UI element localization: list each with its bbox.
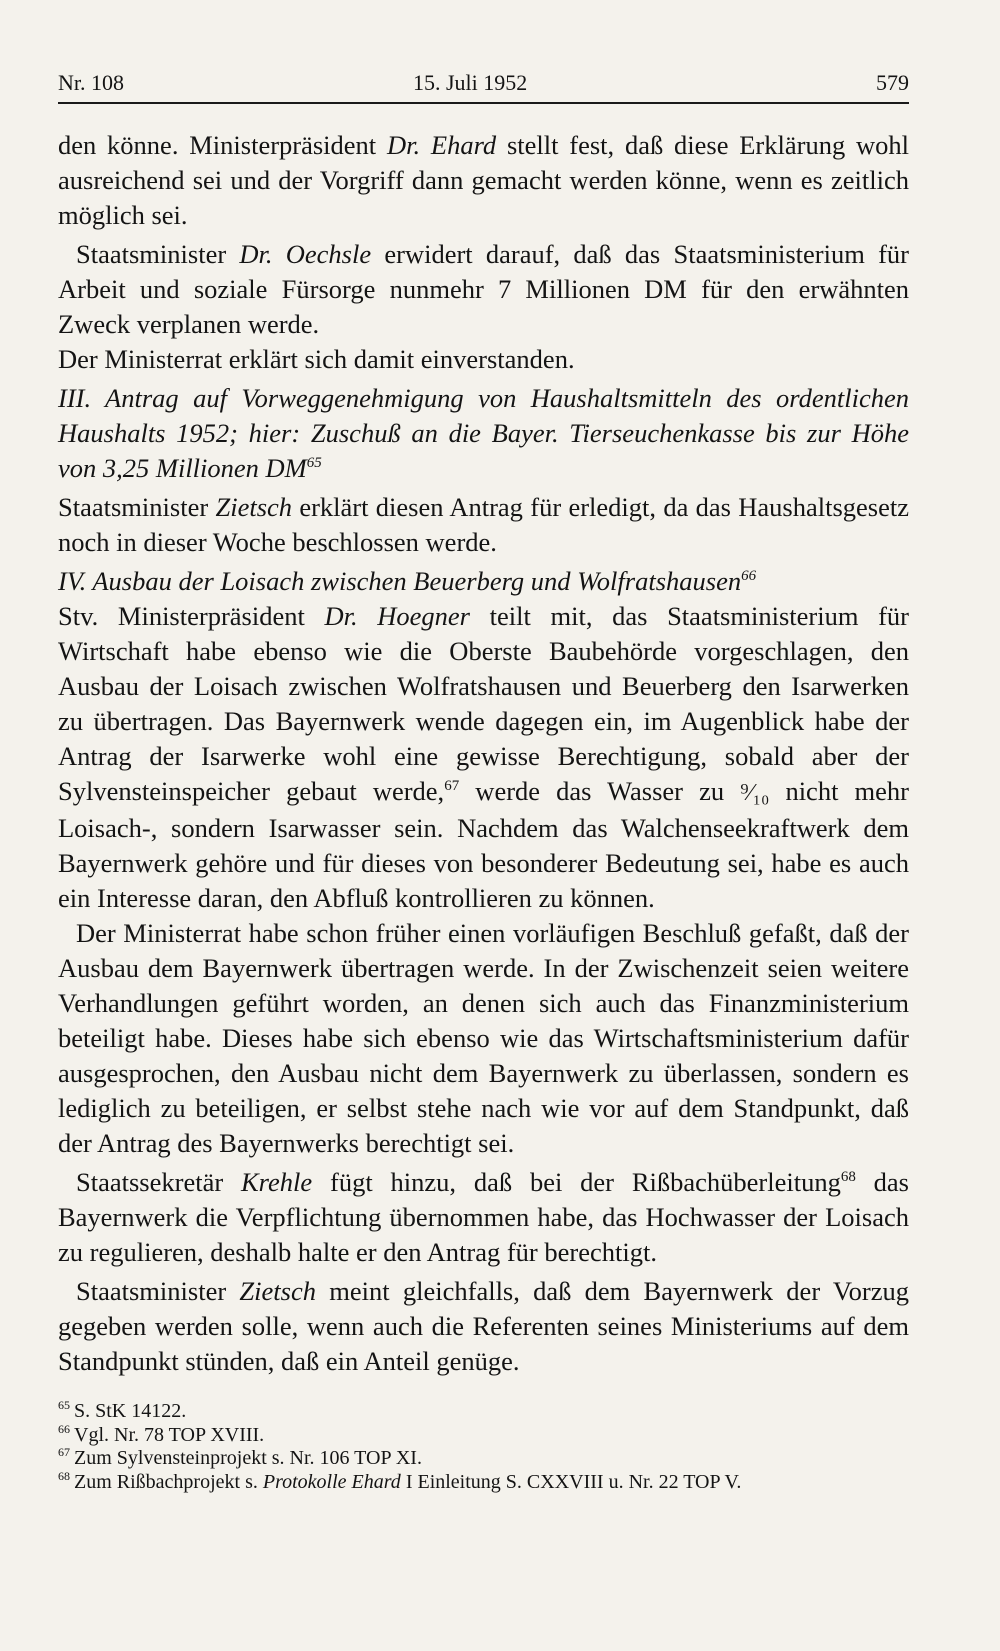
text-run: fügt hinzu, daß bei der Rißbachüberleitung <box>312 1167 841 1197</box>
footnote-text: Zum Sylvensteinprojekt s. Nr. 106 TOP XI. <box>74 1447 422 1469</box>
page-number: 579 <box>876 70 909 95</box>
cited-work: Protokolle Ehard <box>262 1470 401 1493</box>
footnote-number: 66 <box>58 1421 70 1436</box>
footnote-number: 68 <box>58 1468 70 1483</box>
text-run: erklärt diesen Antrag für erledigt, da das Haushaltsgesetz noch in dieser Woche beschlossen werde. <box>58 492 909 557</box>
footnote-ref[interactable]: 68 <box>840 1169 856 1186</box>
text-run: Stv. Ministerpräsident <box>58 601 325 631</box>
footnote-text: Zum Rißbachprojekt s. <box>74 1470 263 1493</box>
footnotes <box>58 1400 909 1494</box>
text-run: werde das Wasser zu <box>459 776 741 806</box>
document-number: Nr. 108 <box>58 70 124 95</box>
paragraph <box>58 1165 909 1270</box>
person-name: Krehle <box>241 1167 313 1197</box>
paragraph <box>58 128 909 233</box>
footnote-number: 65 <box>58 1398 70 1413</box>
person-name: Dr. Oechsle <box>239 239 372 269</box>
text-run: meint gleichfalls, daß dem Bayernwerk der Vorzug gegeben werden solle, wenn auch die Referenten seines Ministeriums auf dem Standpunkt stünden, daß ein Anteil genüge. <box>58 1276 909 1376</box>
text-run: nicht mehr Loisach-, sondern Isarwasser sein. Nachdem das Walchenseekraftwerk dem Bayernwerk gehöre und für dieses von besonderer Bedeutung sei, habe es auch ein Interesse daran, den Abfluß kontrollieren zu können. <box>58 776 909 913</box>
fraction: ⁹⁄₁₀ <box>740 780 770 806</box>
text-run: erwidert darauf, daß das Staatsministerium für Arbeit und soziale Fürsorge nunmehr 7 Millionen DM für den erwähnten Zweck verplanen werde. <box>58 239 909 339</box>
text-run: Staatsminister <box>76 1276 240 1306</box>
text-run: Der Ministerrat habe schon früher einen vorläufigen Beschluß gefaßt, daß der Ausbau dem Bayernwerk übertragen werde. In der Zwischenzeit seien weitere Verhandlungen geführt worden, an denen sich auch das Finanzministerium beteiligt habe. Dieses habe sich ebenso wie das Wirtschaftsministerium dafür ausgesprochen, den Ausbau nicht dem Bayernwerk zu überlassen, sondern es lediglich zu beteiligen, er selbst stehe nach wie vor auf dem Standpunkt, daß der Antrag des Bayernwerks berechtigt sei. <box>58 918 909 1158</box>
text-run: den könne. Ministerpräsident <box>58 130 387 160</box>
heading-text: IV. Ausbau der Loisach zwischen Beuerberg und Wolfratshausen <box>58 566 742 596</box>
footnote <box>58 1400 909 1424</box>
footnote-number: 67 <box>58 1445 70 1460</box>
footnote-ref[interactable]: 67 <box>444 778 460 795</box>
person-name: Zietsch <box>215 492 293 522</box>
paragraph <box>58 1274 909 1379</box>
footnote <box>58 1468 909 1495</box>
footnote-text: I Einleitung S. CXXVIII u. Nr. 22 TOP V. <box>400 1470 742 1493</box>
text-run: das Bayernwerk die Verpflichtung übernommen habe, das Hochwasser der Loisach zu regulieren, deshalb halte er den Antrag für berechtigt. <box>58 1167 909 1267</box>
agenda-heading <box>58 564 909 599</box>
text-run: Staatssekretär <box>76 1167 241 1197</box>
paragraph <box>58 237 909 342</box>
text-run: Staatsminister <box>58 492 216 522</box>
paragraph <box>58 490 909 560</box>
agenda-heading <box>58 381 909 486</box>
text-run: stellt fest, daß diese Erklärung wohl ausreichend sei und der Vorgriff dann gemacht werden könne, wenn es zeitlich möglich sei. <box>58 130 909 230</box>
paragraph <box>58 916 909 1161</box>
body-text <box>58 128 909 1379</box>
paragraph <box>58 342 909 377</box>
footnote-ref[interactable]: 65 <box>306 455 322 472</box>
person-name: Dr. Ehard <box>386 130 497 160</box>
text-run: Staatsminister <box>76 239 240 269</box>
text-run: teilt mit, das Staatsministerium für Wirtschaft habe ebenso wie die Oberste Baubehörde vorgeschlagen, den Ausbau der Loisach zwischen Wolfratshausen und Beuerberg den Isarwerken zu übertragen. Das Bayernwerk wende dagegen ein, im Augenblick habe der Antrag der Isarwerke wohl eine gewisse Berechtigung, sobald aber der Sylvensteinspeicher gebaut werde, <box>58 601 909 806</box>
footnote-text: S. StK 14122. <box>74 1400 187 1422</box>
person-name: Zietsch <box>239 1276 316 1306</box>
header-date: 15. Juli 1952 <box>413 70 528 95</box>
heading-text: III. Antrag auf Vorweggenehmigung von Haushaltsmitteln des ordentlichen Haushalts 1952; hier: Zuschuß an die Bayer. Tierseuchenkasse bis zur Höhe von 3,25 Millionen DM <box>58 383 909 483</box>
text-run: Der Ministerrat erklärt sich damit einverstanden. <box>58 344 575 374</box>
footnote <box>58 1447 909 1471</box>
footnote-ref[interactable]: 66 <box>741 568 757 585</box>
footnote-text: Vgl. Nr. 78 TOP XVIII. <box>74 1423 265 1446</box>
paragraph <box>58 599 909 916</box>
footnote <box>58 1421 909 1448</box>
person-name: Dr. Hoegner <box>324 601 470 631</box>
running-header <box>58 62 909 104</box>
